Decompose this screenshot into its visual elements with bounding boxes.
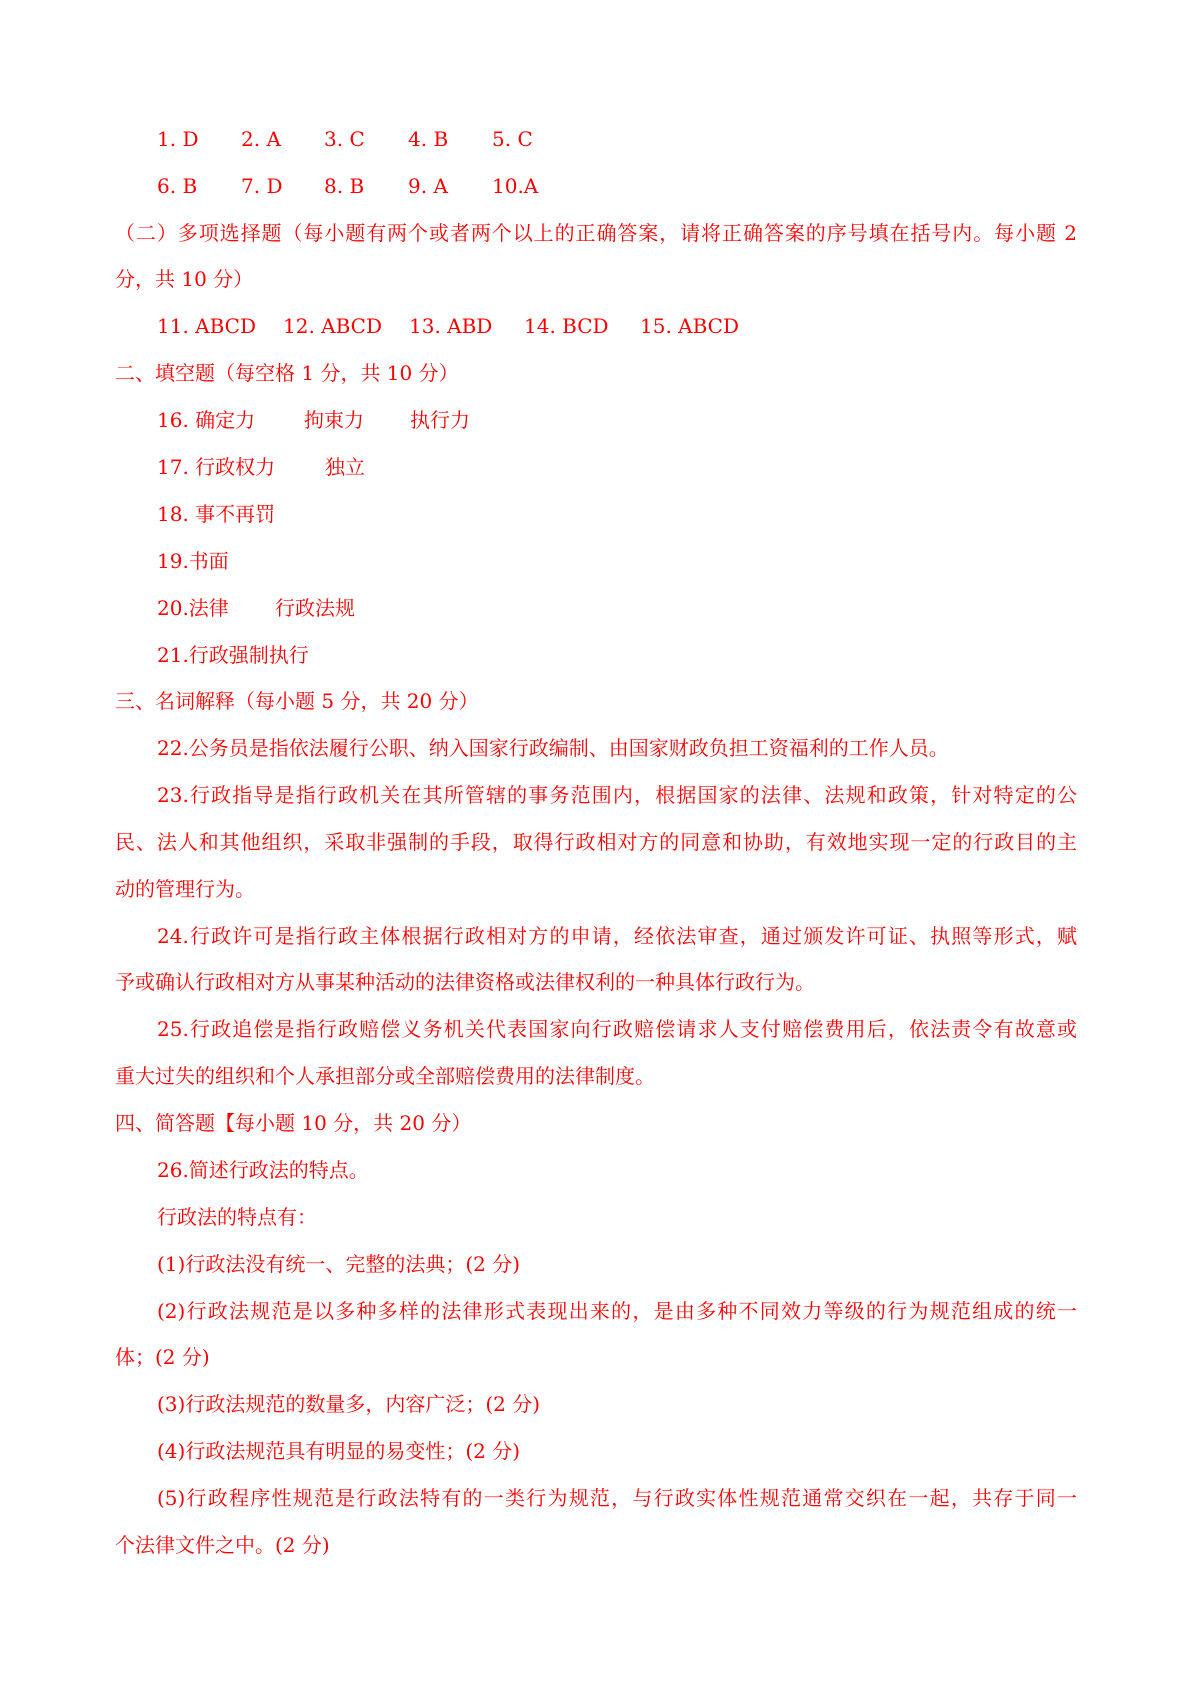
question-26-title: 26.简述行政法的特点。 <box>157 1158 369 1182</box>
question-26-point-3: (3)行政法规范的数量多，内容广泛；(2 分) <box>157 1392 541 1416</box>
definition-25-line-1: 25.行政追偿是指行政赔偿义务机关代表国家向行政赔偿请求人支付赔偿费用后，依法责令有故意或 <box>157 1017 1077 1041</box>
answer-13: 13. ABD <box>409 314 493 338</box>
question-26-point-5-line-1: (5)行政程序性规范是行政法特有的一类行为规范，与行政实体性规范通常交织在一起，共存于同一 <box>157 1486 1077 1510</box>
question-26-point-2-line-1: (2)行政法规范是以多种多样的法律形式表现出来的，是由多种不同效力等级的行为规范组成的统一 <box>157 1299 1077 1323</box>
question-26-intro: 行政法的特点有： <box>157 1205 317 1229</box>
answer-8: 8. B <box>324 174 365 198</box>
answer-4: 4. B <box>408 127 449 151</box>
section-fill-blank-heading: 二、填空题（每空格 1 分，共 10 分） <box>115 361 459 385</box>
section-short-answer-heading: 四、简答题【每小题 10 分，共 20 分） <box>115 1111 472 1135</box>
definition-23-line-3: 动的管理行为。 <box>115 877 255 901</box>
definition-24-line-1: 24.行政许可是指行政主体根据行政相对方的申请，经依法审查，通过颁发许可证、执照等形式，赋 <box>157 924 1077 948</box>
answer-1: 1. D <box>157 127 199 151</box>
fill-16-a: 16. 确定力 <box>157 408 256 432</box>
answer-5: 5. C <box>492 127 533 151</box>
definition-22: 22.公务员是指依法履行公职、纳入国家行政编制、由国家财政负担工资福利的工作人员。 <box>157 736 949 760</box>
section-multiple-choice-heading: （二）多项选择题（每小题有两个或者两个以上的正确答案，请将正确答案的序号填在括号内。每小题 2 <box>115 221 1077 245</box>
fill-item-18: 18. 事不再罚 <box>157 502 276 526</box>
fill-17-b: 独立 <box>325 455 365 479</box>
fill-item-21: 21.行政强制执行 <box>157 643 309 667</box>
question-26-point-5-line-2: 个法律文件之中。(2 分) <box>115 1533 330 1557</box>
answer-15: 15. ABCD <box>640 314 740 338</box>
answer-3: 3. C <box>324 127 365 151</box>
answer-12: 12. ABCD <box>283 314 383 338</box>
section-definitions-heading: 三、名词解释（每小题 5 分，共 20 分） <box>115 689 479 713</box>
question-26-point-4: (4)行政法规范具有明显的易变性；(2 分) <box>157 1439 521 1463</box>
fill-16-b: 拘束力 <box>304 408 364 432</box>
section-multiple-choice-heading-cont: 分，共 10 分） <box>115 267 254 291</box>
answer-10: 10.A <box>492 174 539 198</box>
fill-20-b: 行政法规 <box>275 596 355 620</box>
question-26-point-1: (1)行政法没有统一、完整的法典；(2 分) <box>157 1252 521 1276</box>
answer-6: 6. B <box>157 174 198 198</box>
definition-23-line-2: 民、法人和其他组织，采取非强制的手段，取得行政相对方的同意和协助，有效地实现一定的行政目的主 <box>115 830 1077 854</box>
fill-17-a: 17. 行政权力 <box>157 455 276 479</box>
fill-16-c: 执行力 <box>410 408 470 432</box>
fill-item-19: 19.书面 <box>157 549 229 573</box>
fill-20-a: 20.法律 <box>157 596 229 620</box>
definition-24-line-2: 予或确认行政相对方从事某种活动的法律资格或法律权利的一种具体行政行为。 <box>115 970 815 994</box>
answer-9: 9. A <box>408 174 448 198</box>
definition-25-line-2: 重大过失的组织和个人承担部分或全部赔偿费用的法律制度。 <box>115 1064 655 1088</box>
definition-23-line-1: 23.行政指导是指行政机关在其所管辖的事务范围内，根据国家的法律、法规和政策，针对特定的公 <box>157 783 1077 807</box>
answer-7: 7. D <box>241 174 283 198</box>
answer-11: 11. ABCD <box>157 314 257 338</box>
answer-14: 14. BCD <box>524 314 609 338</box>
question-26-point-2-line-2: 体；(2 分) <box>115 1345 210 1369</box>
answer-2: 2. A <box>241 127 281 151</box>
